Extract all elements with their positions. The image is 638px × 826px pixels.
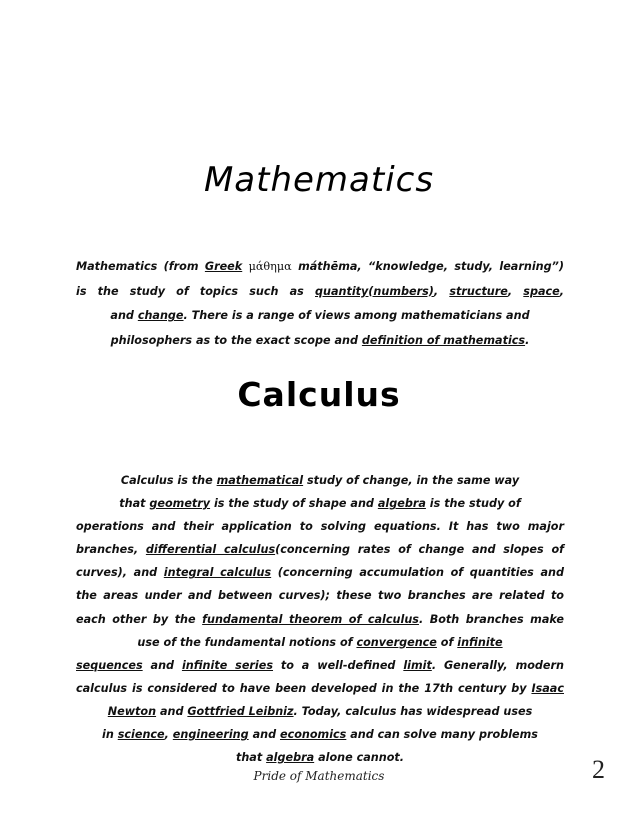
heading-calculus: Calculus [237, 375, 401, 414]
link-newton[interactable]: Newton [107, 704, 157, 718]
link-convergence[interactable]: convergence [356, 635, 437, 649]
text-line: calculus is considered to have been developed in the 17th century by Isaac [76, 681, 564, 695]
link-sequences[interactable]: sequences [76, 658, 143, 672]
link-engineering[interactable]: engineering [172, 728, 249, 742]
link-isaac[interactable]: Isaac [531, 681, 564, 695]
text-line: curves), and integral calculus (concerning accumulation of quantities and [76, 566, 564, 580]
text-line: in science, engineering and economics and can solve many problems [102, 728, 538, 742]
link-algebra-2[interactable]: algebra [266, 751, 315, 765]
link-science[interactable]: science [117, 728, 165, 742]
link-definition-of-mathematics[interactable]: definition of mathematics [361, 333, 526, 347]
link-change[interactable]: change [137, 309, 184, 323]
link-infinite-series[interactable]: infinite series [181, 658, 274, 672]
text-line: philosophers as to the exact scope and definition of mathematics. [110, 333, 530, 347]
page-number: 2 [592, 755, 605, 784]
greek-word: μάθημα [248, 260, 292, 273]
link-economics[interactable]: economics [279, 728, 347, 742]
text-line: operations and their application to solving equations. It has two major [76, 520, 564, 534]
link-greek[interactable]: Greek [204, 260, 243, 273]
text-line: and change. There is a range of views among mathematicians and [110, 309, 530, 323]
text-line: that algebra alone cannot. [236, 751, 404, 765]
link-fundamental-theorem[interactable]: fundamental theorem of calculus [202, 612, 419, 626]
link-algebra[interactable]: algebra [377, 497, 426, 511]
text-line: branches, differential calculus(concerning rates of change and slopes of [76, 543, 564, 557]
page-footer: Pride of Mathematics [253, 769, 385, 783]
text-line: Newton and Gottfried Leibniz. Today, calculus has widespread uses [107, 704, 533, 718]
link-infinite[interactable]: infinite [457, 635, 503, 649]
text-line: sequences and infinite series to a well-defined limit. Generally, modern [76, 658, 564, 672]
link-integral-calculus[interactable]: integral calculus [163, 566, 272, 580]
link-quantity[interactable]: quantity(numbers) [315, 284, 434, 298]
paragraph-calculus [76, 469, 564, 769]
link-space[interactable]: space [523, 284, 560, 298]
link-structure[interactable]: structure [449, 284, 508, 298]
link-mathematical[interactable]: mathematical [216, 474, 304, 487]
text-line: Calculus is the mathematical study of change, in the same way [120, 474, 520, 487]
text-line: the areas under and between curves); these two branches are related to [76, 589, 564, 603]
heading-mathematics: Mathematics [203, 160, 435, 200]
text-line: is the study of topics such as quantity(numbers), structure, space, [76, 284, 564, 298]
link-geometry[interactable]: geometry [149, 497, 211, 511]
link-gottfried-leibniz[interactable]: Gottfried Leibniz [187, 704, 294, 718]
link-differential-calculus[interactable]: differential calculus [145, 543, 276, 557]
paragraph-mathematics [76, 255, 564, 353]
text-line: Mathematics (from Greek μάθημα máthēma, “knowledge, study, learning”) [76, 260, 564, 273]
text-line: each other by the fundamental theorem of calculus. Both branches make [76, 612, 565, 626]
text-line: that geometry is the study of shape and algebra is the study of [119, 497, 521, 511]
text-line: use of the fundamental notions of convergence of infinite [137, 635, 503, 649]
link-limit[interactable]: limit [403, 658, 432, 672]
